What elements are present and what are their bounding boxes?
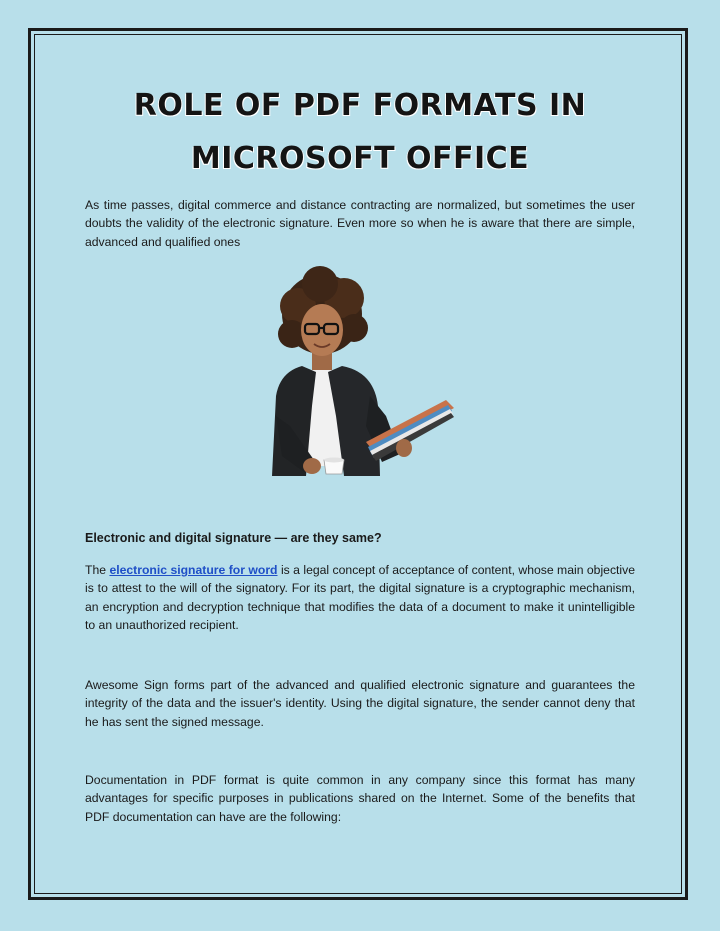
paragraph-pdf-documentation: Documentation in PDF format is quite common in any company since this format has many advantages for specific purposes in publications shared on the Internet. Some of the benefits that PDF documentation can have are the following: [85,773,635,824]
page-title-line-2: MICROSOFT OFFICE [190,141,530,176]
intro-paragraph: As time passes, digital commerce and distance contracting are normalized, but sometimes the user doubts the validity of the electronic signature. Even more so when he is aware that there are simple, advanced and qualified ones [85,198,635,249]
face-shape [301,304,343,356]
electronic-signature-link[interactable]: electronic signature for word [109,563,278,577]
page-title-line-1: ROLE OF PDF FORMATS IN [133,88,587,123]
cup-rim-shape [324,458,344,463]
paragraph-rest: is a legal concept of acceptance of content, whose main objective is to attest to the will of the signatory. For its part, the digital signature is a cryptographic mechanism, an encryption and decryption technique that modifies the data of a document to make it unintelligible to an unauthorized recipient. [85,563,636,633]
section-heading: Electronic and digital signature — are they same? [85,531,382,545]
left-hand-shape [303,458,321,474]
paragraph-signature-definition [85,561,635,635]
right-hand-shape [396,439,412,457]
paragraph-awesome-sign: Awesome Sign forms part of the advanced and qualified electronic signature and guarantees the integrity of the data and the issuer's identity. Using the digital signature, the sender cannot deny that he has sent the signed message. [85,678,635,729]
paragraph-prefix: The [85,563,110,577]
woman-with-folders-image [262,266,460,488]
